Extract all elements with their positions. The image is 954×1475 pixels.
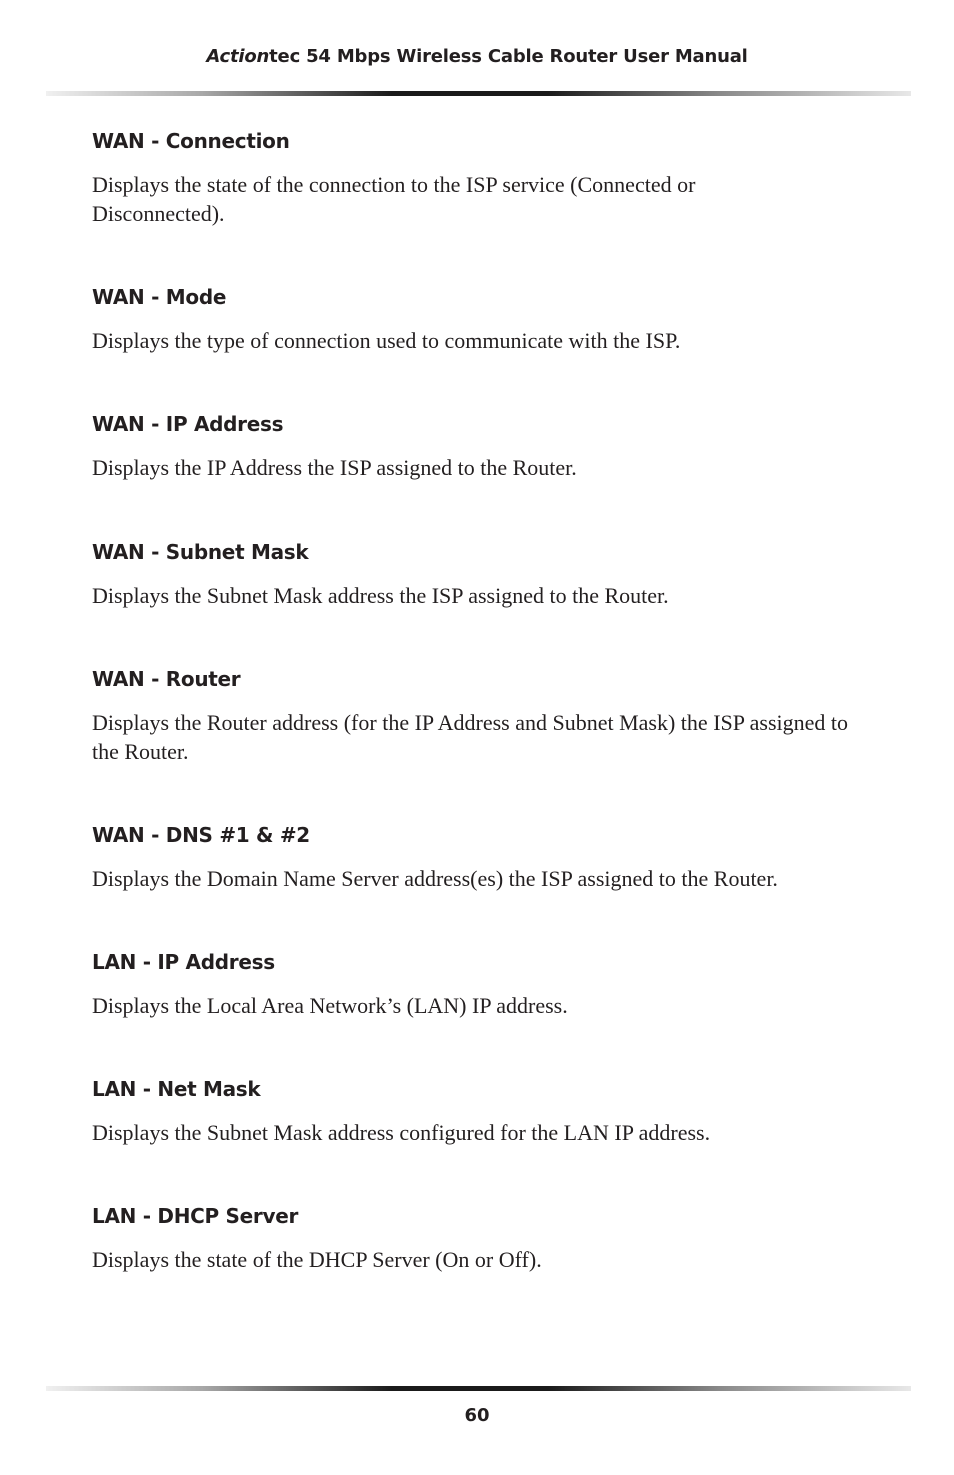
section-heading: LAN - DHCP Server bbox=[92, 1204, 299, 1228]
section-lan-dhcp-server bbox=[92, 1201, 872, 1301]
section-wan-subnet-mask bbox=[92, 537, 872, 664]
section-heading: LAN - Net Mask bbox=[92, 1077, 261, 1101]
section-body: Displays the Subnet Mask address configured for the LAN IP address. bbox=[92, 1120, 711, 1145]
section-body: Displays the type of connection used to communicate with the ISP. bbox=[92, 328, 681, 353]
section-body: Displays the state of the connection to the ISP service (Connected or Disconnected). bbox=[92, 172, 696, 226]
section-body: Displays the IP Address the ISP assigned to the Router. bbox=[92, 455, 577, 480]
section-lan-ip-address bbox=[92, 947, 872, 1074]
section-heading: LAN - IP Address bbox=[92, 950, 275, 974]
running-header bbox=[0, 46, 954, 67]
section-wan-mode bbox=[92, 282, 872, 409]
section-heading: WAN - Connection bbox=[92, 129, 290, 153]
section-wan-dns bbox=[92, 820, 872, 947]
section-wan-connection bbox=[92, 126, 872, 282]
section-body: Displays the Domain Name Server address(es) the ISP assigned to the Router. bbox=[92, 866, 778, 891]
section-body: Displays the Subnet Mask address the ISP assigned to the Router. bbox=[92, 583, 669, 608]
section-heading: WAN - Mode bbox=[92, 285, 227, 309]
section-wan-ip-address bbox=[92, 409, 872, 537]
section-body: Displays the Router address (for the IP Address and Subnet Mask) the ISP assigned to the Router. bbox=[92, 710, 849, 764]
page-number: 60 bbox=[464, 1405, 490, 1426]
header-rule bbox=[46, 91, 911, 96]
header-title: tec 54 Mbps Wireless Cable Router User Manual bbox=[269, 46, 748, 67]
section-lan-net-mask bbox=[92, 1074, 872, 1201]
section-heading: WAN - Router bbox=[92, 667, 241, 691]
section-wan-router bbox=[92, 664, 872, 820]
section-heading: WAN - IP Address bbox=[92, 412, 284, 436]
page-content bbox=[92, 126, 872, 1301]
section-body: Displays the state of the DHCP Server (On or Off). bbox=[92, 1247, 542, 1272]
section-body: Displays the Local Area Network’s (LAN) IP address. bbox=[92, 993, 568, 1018]
header-brand: Action bbox=[206, 46, 270, 67]
footer-rule bbox=[46, 1386, 911, 1391]
section-heading: WAN - Subnet Mask bbox=[92, 540, 309, 564]
section-heading: WAN - DNS #1 & #2 bbox=[92, 823, 310, 847]
